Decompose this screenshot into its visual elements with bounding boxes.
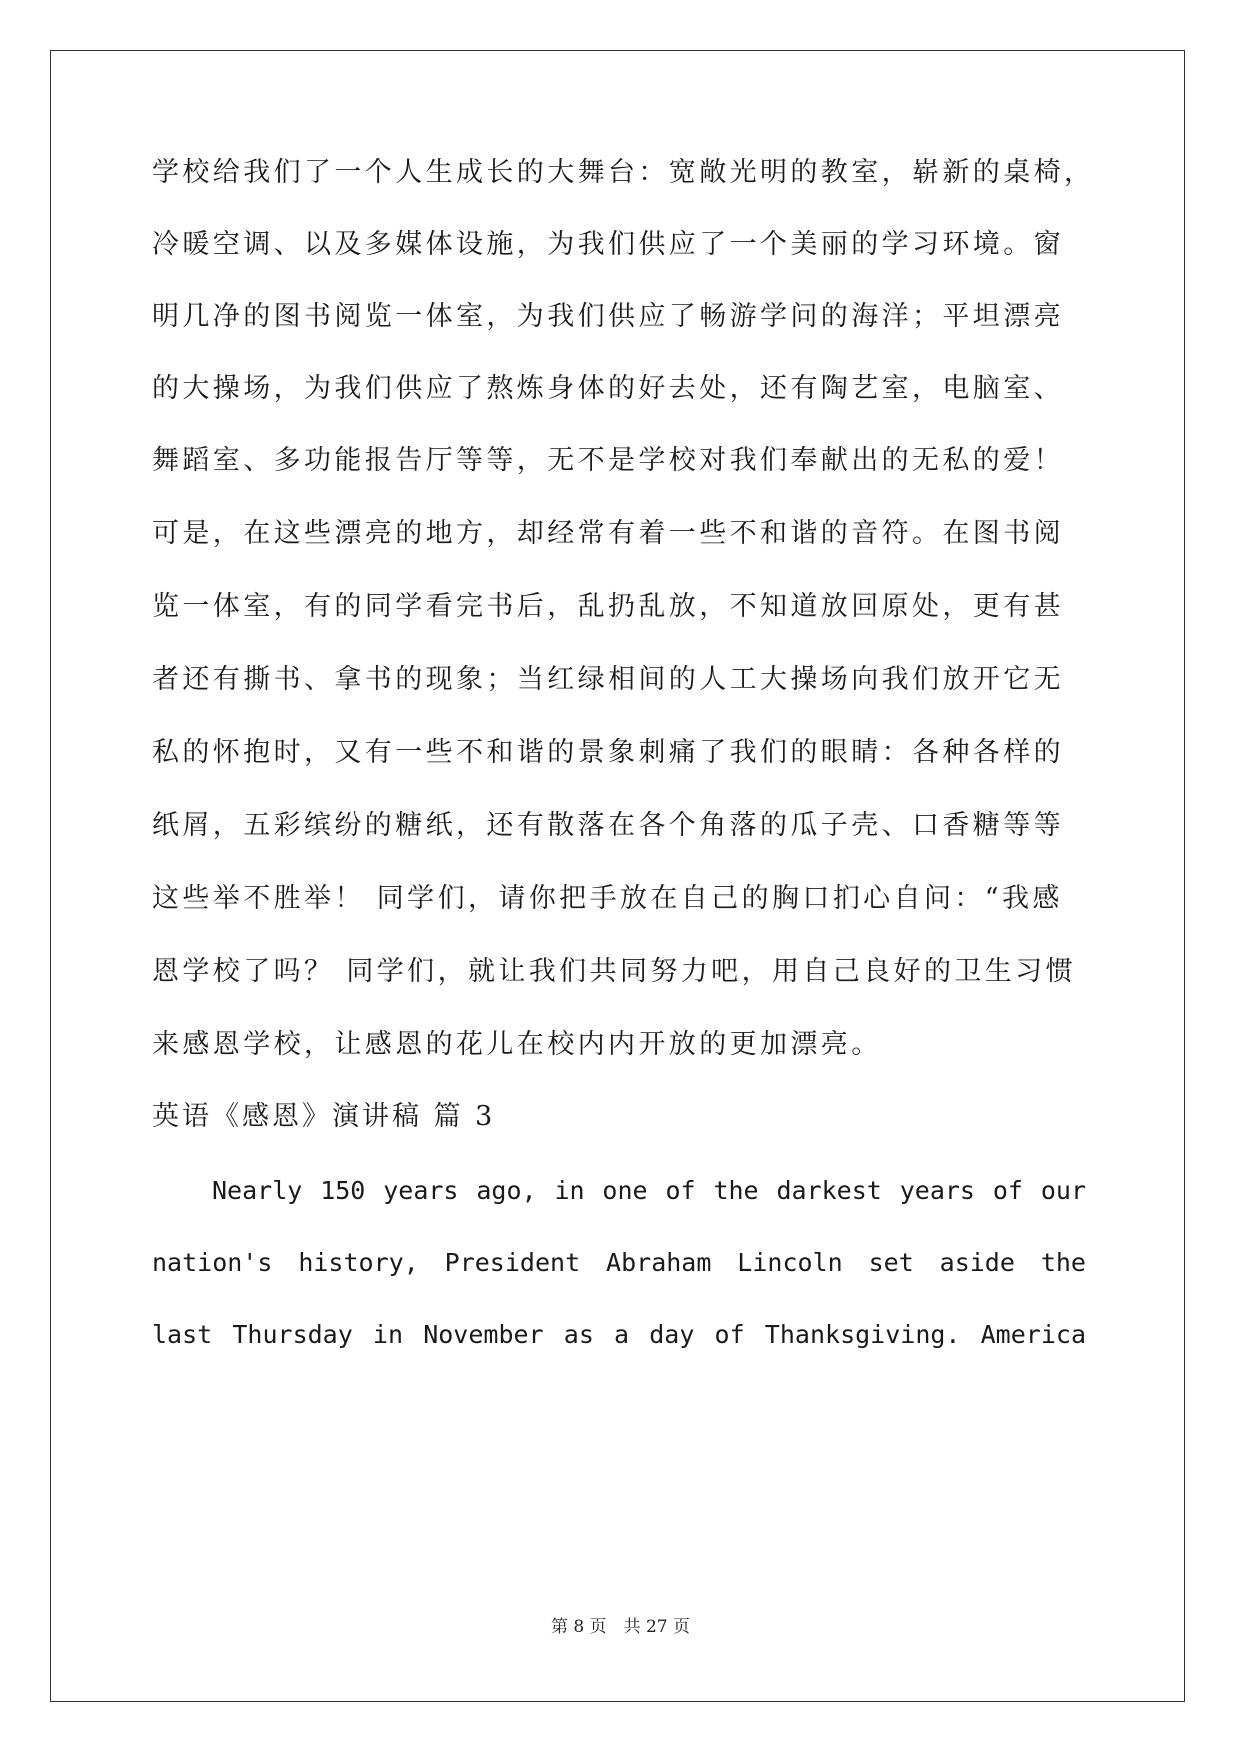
paragraph-line: 的大操场，为我们供应了熬炼身体的好去处，还有陶艺室，电脑室、 bbox=[152, 373, 1064, 404]
english-line: nation's history, President Abraham Lincoln set aside the bbox=[152, 1248, 1086, 1277]
paragraph-line: 者还有撕书、拿书的现象；当红绿相间的人工大操场向我们放开它无 bbox=[152, 664, 1064, 695]
paragraph-line: 舞蹈室、多功能报告厅等等，无不是学校对我们奉献出的无私的爱！ bbox=[152, 445, 1064, 476]
paragraph-line: 来感恩学校，让感恩的花儿在校内内开放的更加漂亮。 bbox=[152, 1029, 882, 1060]
paragraph-line: 可是，在这些漂亮的地方，却经常有着一些不和谐的音符。在图书阅 bbox=[152, 518, 1064, 549]
paragraph-line: 纸屑，五彩缤纷的糖纸，还有散落在各个角落的瓜子壳、口香糖等等 bbox=[152, 810, 1064, 841]
paragraph-line: 览一体室，有的同学看完书后，乱扔乱放，不知道放回原处，更有甚 bbox=[152, 591, 1064, 622]
paragraph-line: 恩学校了吗？ 同学们，就让我们共同努力吧，用自己良好的卫生习惯 bbox=[152, 956, 1076, 987]
page-footer: 第 8 页 共 27 页 bbox=[550, 1617, 691, 1637]
paragraph-line: 明几净的图书阅览一体室，为我们供应了畅游学问的海洋；平坦漂亮 bbox=[152, 301, 1064, 332]
paragraph-line: 私的怀抱时，又有一些不和谐的景象刺痛了我们的眼睛：各种各样的 bbox=[152, 737, 1064, 768]
english-line: last Thursday in November as a day of Thanksgiving. America bbox=[152, 1320, 1086, 1349]
english-line: Nearly 150 years ago, in one of the darkest years of our bbox=[212, 1176, 1086, 1205]
paragraph-line: 冷暖空调、以及多媒体设施，为我们供应了一个美丽的学习环境。窗 bbox=[152, 229, 1064, 260]
paragraph-line: 这些举不胜举！ 同学们，请你把手放在自己的胸口扪心自问：“我感 bbox=[152, 883, 1063, 914]
section-heading: 英语《感恩》演讲稿 篇 3 bbox=[152, 1101, 496, 1132]
paragraph-line: 学校给我们了一个人生成长的大舞台：宽敞光明的教室，崭新的桌椅， bbox=[152, 157, 1095, 188]
